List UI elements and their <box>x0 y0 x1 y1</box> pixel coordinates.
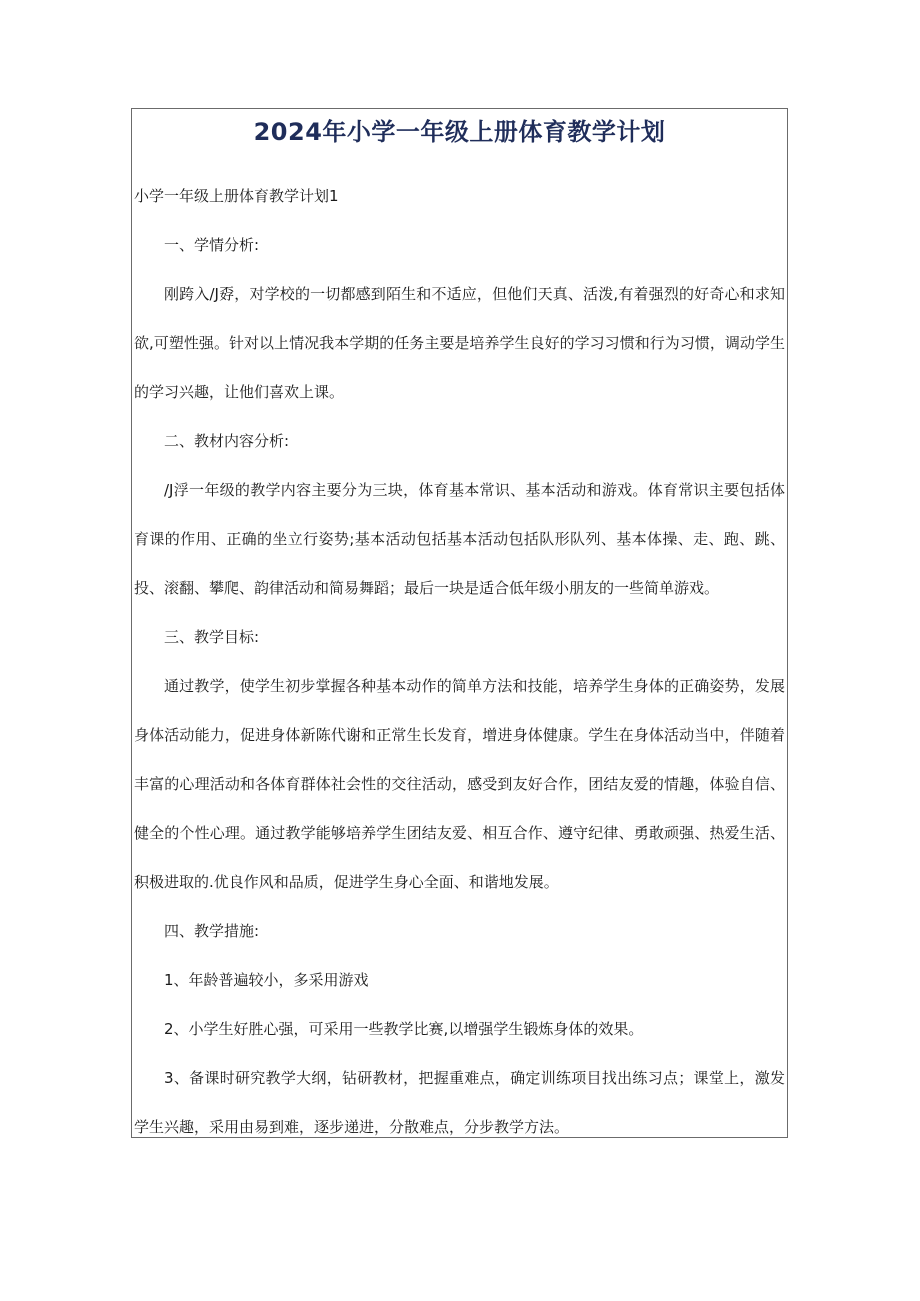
section-heading-4: 四、教学措施: <box>164 922 260 940</box>
list-item: 2、小学生好胜心强，可采用一些教学比赛,以增强学生锻炼身体的效果。 <box>164 1020 644 1038</box>
document-subtitle: 小学一年级上册体育教学计划1 <box>134 187 339 205</box>
section-paragraph-1: 刚跨入/J孬，对学校的一切都感到陌生和不适应，但他们天真、活泼,有着强烈的好奇心和求知欲,可塑性强。针对以上情况我本学期的任务主要是培养学生良好的学习习惯和行为习惯，调动学生的学习兴趣，让他们喜欢上课。 <box>134 285 785 401</box>
section-paragraph-3: 通过教学，使学生初步掌握各种基本动作的简单方法和技能，培养学生身体的正确姿势，发展身体活动能力，促进身体新陈代谢和正常生长发育，增进身体健康。学生在身体活动当中，伴随着丰富的心理活动和各体育群体社会性的交往活动，感受到友好合作，团结友爱的情趣，体验自信、健全的个性心理。通过教学能够培养学生团结友爱、相互合作、遵守纪律、勇敢顽强、热爱生活、积极进取的.优良作风和品质，促进学生身心全面、和谐地发展。 <box>134 677 785 891</box>
section-paragraph-2: /J浮一年级的教学内容主要分为三块，体育基本常识、基本活动和游戏。体育常识主要包括体育课的作用、正确的坐立行姿势;基本活动包括基本活动包括队形队列、基本体操、走、跑、跳、投、滚翻、攀爬、韵律活动和简易舞蹈；最后一块是适合低年级小朋友的一些简单游戏。 <box>134 481 785 597</box>
list-item: 1、年龄普遍较小，多采用游戏 <box>164 971 369 989</box>
document-body <box>134 172 785 1152</box>
section-heading-2: 二、教材内容分析: <box>164 432 290 450</box>
section-heading-1: 一、学情分析: <box>164 236 260 254</box>
section-heading-3: 三、教学目标: <box>164 628 260 646</box>
list-item: 3、备课时研究教学大纲，钻研教材，把握重难点，确定训练项目找出练习点；课堂上，激发学生兴趣，采用由易到难，逐步递进，分散难点，分步教学方法。 <box>134 1069 785 1136</box>
document-title: 2024年小学一年级上册体育教学计划 <box>253 118 666 146</box>
